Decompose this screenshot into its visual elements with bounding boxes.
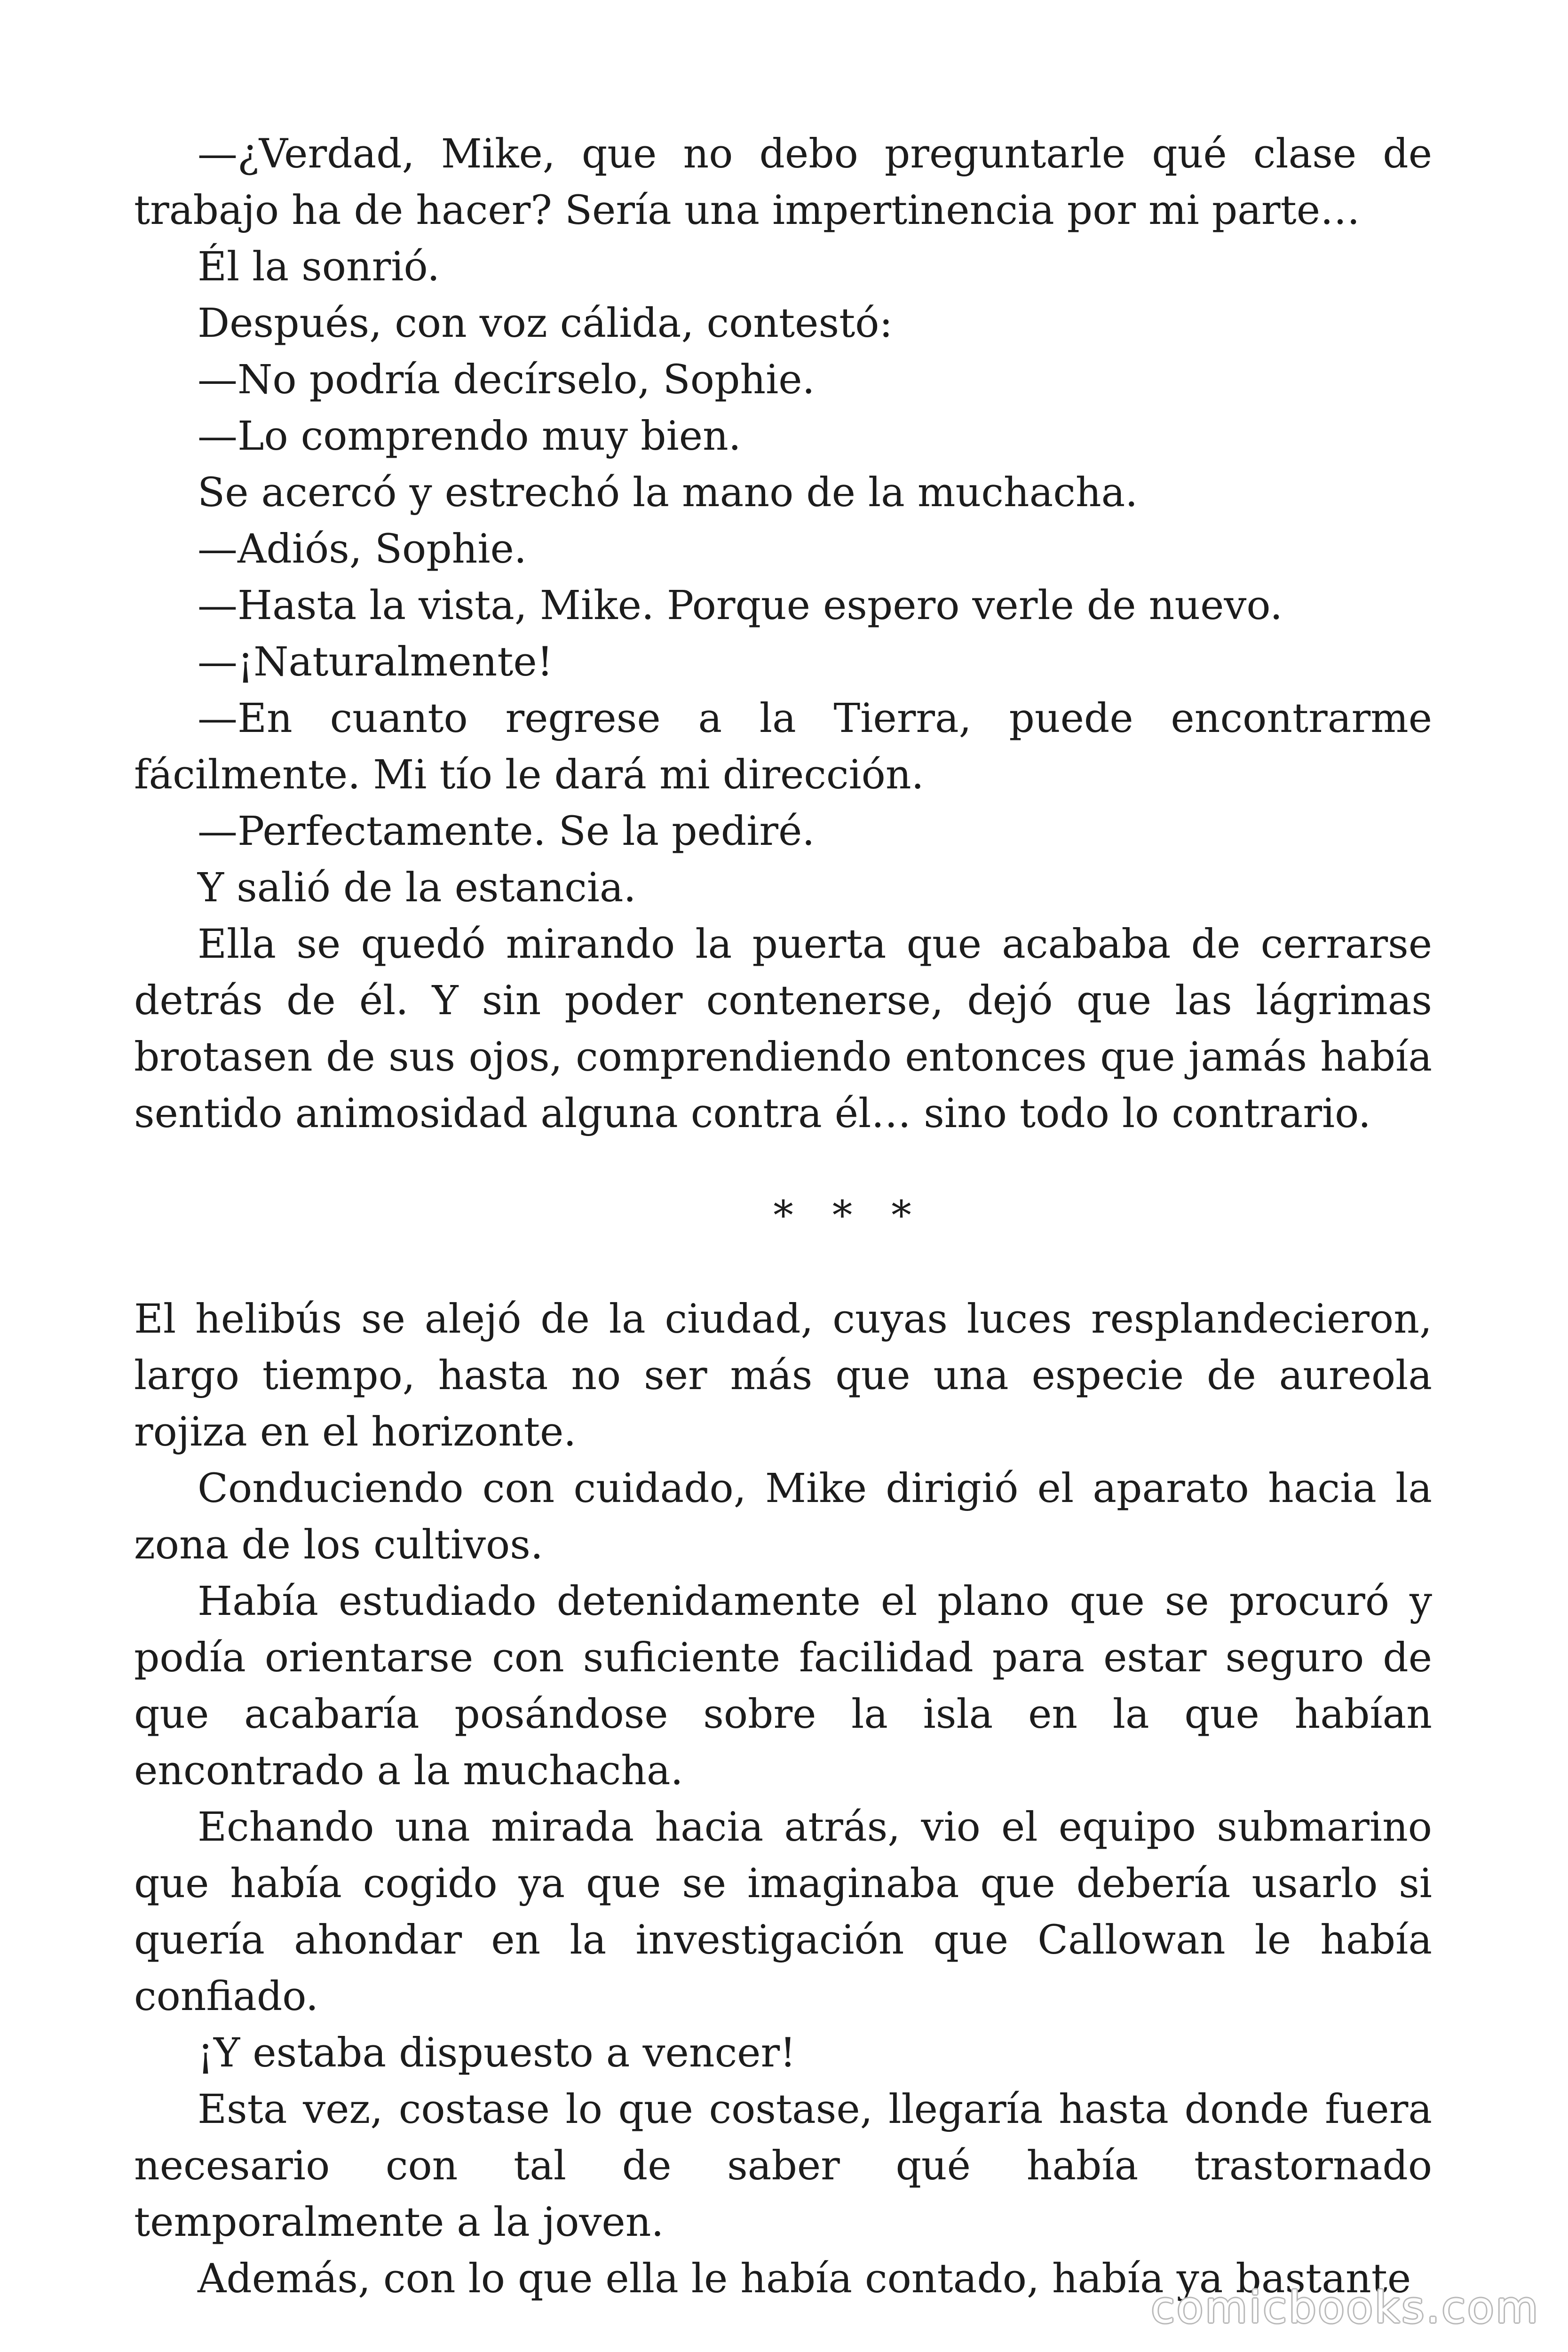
paragraph: ¡Y estaba dispuesto a vencer! [198, 2030, 796, 2076]
paragraph: —Hasta la vista, Mike. Porque espero verle de nuevo. [198, 582, 1283, 629]
paragraph: —¡Naturalmente! [198, 639, 553, 685]
section-break: * * * [773, 1192, 925, 1239]
watermark: comicbooks.com [1151, 2282, 1540, 2333]
text-after-break [134, 1291, 1432, 2307]
paragraph: —Perfectamente. Se la pediré. [198, 808, 815, 855]
paragraph: Se acercó y estrechó la mano de la muchacha. [198, 469, 1138, 516]
paragraph: —Adiós, Sophie. [198, 526, 527, 572]
paragraph: —¿Verdad, Mike, que no debo preguntarle qué clase de trabajo ha de hacer? Sería una impertinencia por mi parte… [134, 131, 1432, 234]
paragraph: —Lo comprendo muy bien. [198, 413, 741, 460]
paragraph: Había estudiado detenidamente el plano que se procuró y podía orientarse con suficiente facilidad para estar seguro de que acabaría posándose sobre la isla en la que habían encontrado a la muchacha. [134, 1578, 1432, 1794]
paragraph: Él la sonrió. [198, 244, 440, 290]
paragraph: Y salió de la estancia. [198, 865, 636, 911]
paragraph: —No podría decírselo, Sophie. [198, 357, 815, 403]
paragraph: Después, con voz cálida, contestó: [198, 300, 893, 347]
paragraph: El helibús se alejó de la ciudad, cuyas luces resplandecieron, largo tiempo, hasta no ser más que una especie de aureola rojiza en el horizonte. [134, 1296, 1432, 1455]
paragraph: —En cuanto regrese a la Tierra, puede encontrarme fácilmente. Mi tío le dará mi dirección. [134, 695, 1432, 798]
paragraph: Echando una mirada hacia atrás, vio el equipo submarino que había cogido ya que se imaginaba que debería usarlo si quería ahondar en la investigación que Callowan le había confiado. [134, 1804, 1432, 2020]
paragraph: Ella se quedó mirando la puerta que acababa de cerrarse detrás de él. Y sin poder contenerse, dejó que las lágrimas brotasen de sus ojos, comprendiendo entonces que jamás había sentido animosidad alguna contra él… sino todo lo contrario. [134, 921, 1432, 1137]
paragraph: Conduciendo con cuidado, Mike dirigió el aparato hacia la zona de los cultivos. [134, 1465, 1432, 1568]
paragraph: Esta vez, costase lo que costase, llegaría hasta donde fuera necesario con tal de saber qué había trastornado temporalmente a la joven. [134, 2086, 1432, 2246]
paragraph: Además, con lo que ella le había contado, había ya bastante [198, 2256, 1411, 2302]
text-before-break [134, 126, 1432, 1142]
